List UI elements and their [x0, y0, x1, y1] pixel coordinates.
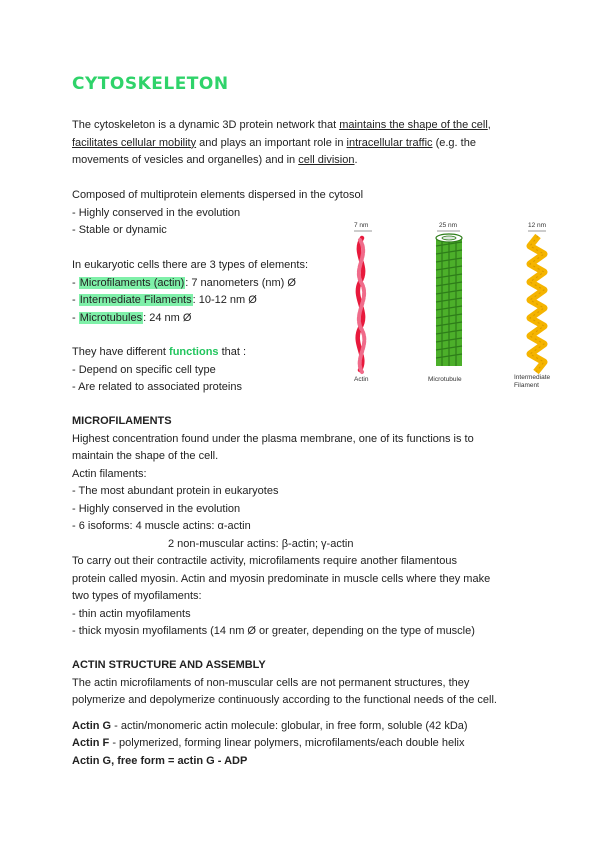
actin-structure-heading: ACTIN STRUCTURE AND ASSEMBLY — [72, 659, 266, 671]
type-microtubules — [72, 310, 342, 328]
figure-drawing — [340, 222, 570, 398]
highlight-intermediate: Intermediate Filaments — [79, 294, 192, 306]
filament-size-label: 12 nm — [528, 222, 547, 229]
intro-text-4: (e.g. the movements of vesicles and organelles) and in — [72, 136, 476, 166]
highlight-microtubules: Microtubules — [79, 311, 143, 324]
microfilaments-size: : 7 nanometers (nm) Ø — [185, 276, 296, 289]
underline-mobility: facilitates cellular mobility — [72, 136, 197, 149]
highlight-microfilaments: Microfilaments (actin) — [79, 276, 185, 289]
functions-heading — [72, 344, 342, 362]
as-text-1: The actin microfilaments of non-muscular cells are not permanent structures, they — [72, 676, 470, 689]
functions-pre: They have different — [72, 346, 170, 358]
underline-division: cell division — [298, 154, 355, 166]
functions-item-1: - Depend on specific cell type — [72, 363, 216, 376]
as-text-2: polymerize and depolymerize continuously according to the functional needs of the cell. — [72, 694, 497, 706]
types-heading: In eukaryotic cells there are 3 types of elements: — [72, 259, 309, 271]
mf-item-6: - thick myosin myofilaments (14 nm Ø or greater, depending on the type of muscle) — [72, 625, 475, 637]
type-intermediate — [72, 292, 342, 310]
actin-g-free-form: Actin G, free form = actin G - ADP — [72, 754, 248, 767]
mf-item-1: - The most abundant protein in eukaryotes — [72, 485, 279, 497]
underline-traffic: intracellular traffic — [346, 136, 433, 149]
functions-keyword: functions — [169, 346, 219, 358]
actin-size-label: 7 nm — [354, 222, 369, 229]
intermediate-size: : 10-12 nm Ø — [192, 294, 257, 306]
actin-f-line — [72, 735, 532, 753]
actin-label: Actin — [354, 376, 369, 383]
composed-item-2: - Stable or dynamic — [72, 224, 167, 236]
microtubules-size: : 24 nm Ø — [143, 311, 192, 324]
microfilaments-section — [72, 413, 532, 641]
mf-text-4: protein called myosin. Actin and myosin predominate in muscle cells where they make — [72, 572, 491, 585]
underline-shape: maintains the shape of the cell — [339, 119, 488, 131]
composed-item-1: - Highly conserved in the evolution — [72, 206, 241, 219]
mf-text-2: maintain the shape of the cell. — [72, 450, 219, 462]
actin-f-desc: - polymerized, forming linear polymers, microfilaments/each double helix — [109, 737, 465, 749]
functions-post: that : — [218, 346, 247, 358]
dash: - — [72, 311, 79, 324]
intro-text-2: , — [487, 119, 491, 131]
intro-text-1: The cytoskeleton is a dynamic 3D protein network that — [72, 119, 340, 131]
microfilaments-heading: MICROFILAMENTS — [72, 415, 172, 427]
actin-g-line — [72, 718, 532, 736]
tubule-size-label: 25 nm — [439, 222, 458, 229]
mf-text-5: two types of myofilaments: — [72, 590, 202, 602]
tubule-lumen — [442, 236, 456, 240]
mf-item-4: 2 non-muscular actins: β-actin; γ-actin — [168, 537, 354, 550]
filament-label-1: Intermediate — [514, 374, 551, 381]
page-title: CYTOSKELETON — [72, 74, 229, 94]
actin-structure-section — [72, 657, 532, 770]
actin-g-desc: - actin/monomeric actin molecule: globular, in free form, soluble (42 kDa) — [111, 719, 468, 732]
dash: - — [72, 276, 79, 289]
mf-text-1: Highest concentration found under the plasma membrane, one of its functions is to — [72, 432, 474, 445]
actin-f-term: Actin F — [72, 737, 110, 749]
mf-actin-filaments: Actin filaments: — [72, 467, 147, 480]
actin-g-term: Actin G — [72, 719, 112, 732]
cytoskeleton-figure — [340, 222, 570, 398]
type-microfilaments — [72, 275, 342, 293]
actin-helix — [358, 238, 365, 372]
mf-item-3: - 6 isoforms: 4 muscle actins: α-actin — [72, 520, 251, 532]
mf-text-3: To carry out their contractile activity, microfilaments require another filamentous — [72, 555, 457, 567]
microtubule — [436, 234, 462, 366]
mf-item-5: - thin actin myofilaments — [72, 607, 191, 620]
filament-label-2: Filament — [514, 382, 539, 389]
intro-paragraph — [72, 117, 532, 170]
intermediate-filament — [530, 236, 544, 372]
functions-section — [72, 344, 342, 397]
types-section — [72, 257, 342, 327]
composed-heading: Composed of multiprotein elements dispersed in the cytosol — [72, 189, 364, 201]
intro-text-5: . — [354, 154, 358, 166]
intro-text-3: and plays an important role in — [196, 136, 347, 149]
dash: - — [72, 294, 79, 306]
functions-item-2: - Are related to associated proteins — [72, 381, 242, 393]
tubule-label: Microtubule — [428, 376, 462, 383]
mf-item-2: - Highly conserved in the evolution — [72, 502, 241, 515]
